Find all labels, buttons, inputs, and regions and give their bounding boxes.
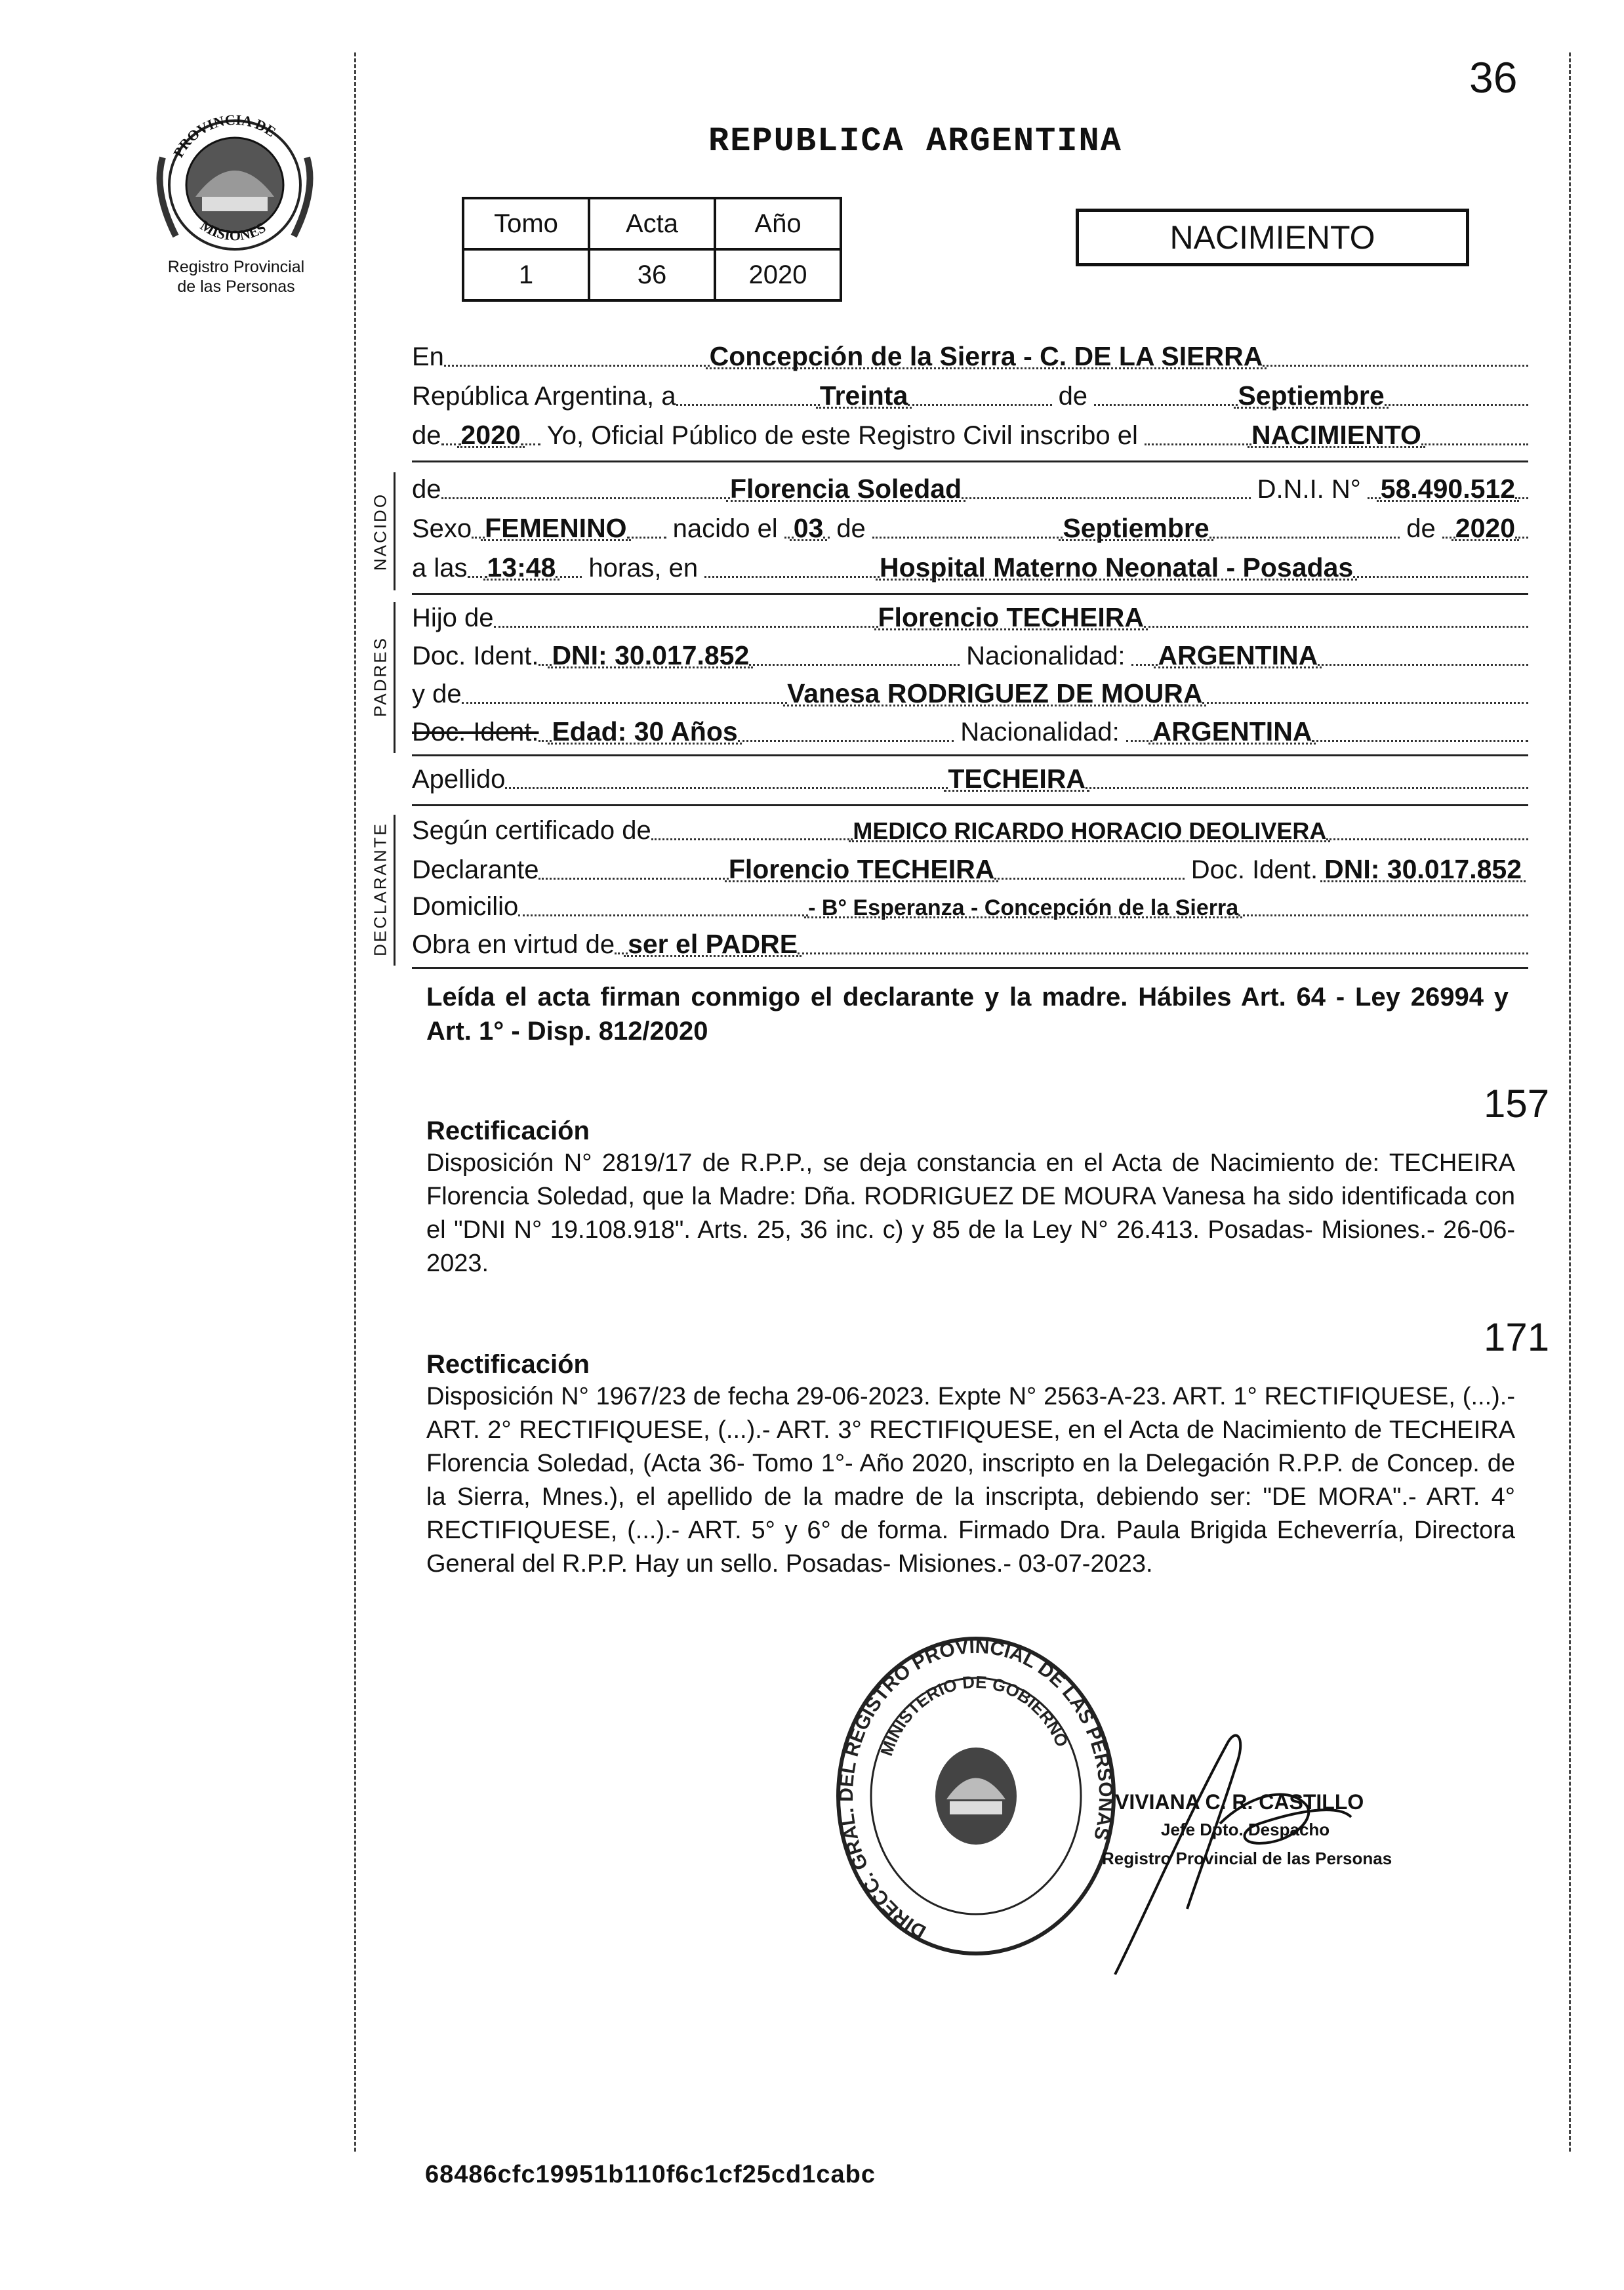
dots [908,404,1051,406]
acta-value: 36 [589,249,715,300]
nacido-row-name [412,474,1528,504]
dots [1421,443,1528,445]
dots [1209,537,1400,539]
svg-text:PROVINCIA DE: PROVINCIA DE [169,111,279,161]
dots [1312,740,1528,742]
dots [462,702,788,704]
seal-emblem-icon [935,1748,1017,1845]
official-office: Registro Provincial de las Personas [1102,1849,1392,1868]
legal-note: Leída el acta firman conmigo el declarante y la madre. Hábiles Art. 64 - Ley 26994 y Art. 1° - Disp. 812/2020 [426,983,1509,1046]
padres-row-mother [412,678,1528,709]
svg-text:DIRECC. GRAL. DEL REGISTRO PRO: DIRECC. GRAL. DEL REGISTRO PROVINCIAL DE LAS PERSONAS [835,1635,1117,1943]
dots [676,404,820,406]
apellido-row [412,764,1528,794]
acta-header: Acta [589,198,715,249]
dots [444,365,710,367]
nacido-row-sex [412,513,1528,544]
domicilio-label: Domicilio [412,892,519,921]
horas-en-label: horas, en [588,554,699,583]
declarante-row-domicilio [412,892,1528,922]
dots [784,537,794,539]
a-las-label: a las [412,554,468,583]
birth-time: 13:48 [487,552,556,583]
declarante-row-name [412,854,1528,885]
document-heading: REPUBLICA ARGENTINA [708,122,1122,161]
doc-ident-label: Doc. Ident. [412,642,539,670]
nacido-section-bar [394,472,396,590]
anio-value: 2020 [715,249,841,300]
nacido-el-label: nacido el [672,514,778,543]
dots [823,537,830,539]
official-seal [832,1632,1120,1960]
registry-caption-line-1: Registro Provincial [167,258,305,276]
padres-section-bar [394,602,396,753]
de-label: de [836,514,866,543]
document-id: 68486cfc19951b110f6c1cf25cd1cabc [425,2161,876,2188]
dots [962,497,1250,499]
dots [441,497,730,499]
left-margin-line [354,52,356,2152]
signature-and-stamp [1089,1692,1456,1981]
dots [494,626,878,628]
section-separator [412,967,1528,969]
de-label: de [412,475,441,504]
official-position: Jefe Dpto. Despacho [1161,1820,1330,1839]
rectification-body: Disposición N° 2819/17 de R.P.P., se deja constancia en el Acta de Nacimiento de: TECHEIRA Florencia Soledad, que la Madre: Dña. RODRIGUEZ DE MOURA Vanesa ha sido identificada con el "DNI N° 19.108.918". Arts. 25, 36 inc. c) y 85 de la Ley N° 26.413. Posadas- Misiones.- 26-06-2023. [426,1149,1515,1277]
intro-row-place [412,341,1528,372]
right-margin-line [1569,52,1571,2152]
domicilio-value: - B° Esperanza - Concepción de la Sierra [808,895,1239,920]
section-separator [412,754,1528,756]
birth-month: Septiembre [1063,513,1209,543]
declarante-label: Declarante [412,855,539,884]
intro-row-date [412,380,1528,411]
officer-text: Yo, Oficial Público de este Registro Civil inscribo el [546,421,1138,450]
dots [538,740,552,742]
y-de-label: y de [412,680,462,708]
dots [1515,497,1528,499]
child-dni: 58.490.512 [1380,474,1515,504]
svg-text:MISIONES: MISIONES [197,216,269,244]
declarante-section-label: DECLARANTE [370,822,390,956]
anio-header: Año [715,198,841,249]
birth-day: 03 [793,513,824,543]
mother-nationality: ARGENTINA [1152,716,1312,746]
padres-row-father-doc [412,640,1528,671]
de-label: de [1058,382,1088,411]
nacionalidad-label: Nacionalidad: [960,718,1120,746]
dots [749,664,960,666]
dots [1515,537,1528,539]
svg-text:MINISTERIO DE GOBIERNO: MINISTERIO DE GOBIERNO [876,1671,1072,1759]
certificado-label: Según certificado de [412,816,651,845]
rectification-title: Rectificación [426,1350,590,1379]
dots [615,952,628,954]
tomo-header: Tomo [463,198,589,249]
dots [798,952,1528,954]
dots [994,878,1184,880]
apellido-label: Apellido [412,765,506,794]
de-label: de [412,421,441,450]
nacido-row-time [412,552,1528,583]
dots [518,914,808,916]
dots [556,576,582,578]
dots [1238,914,1528,916]
registration-month: Septiembre [1238,380,1385,411]
dots [627,537,666,539]
father-nationality: ARGENTINA [1158,640,1318,670]
dots [1368,497,1381,499]
dots [538,878,728,880]
rectification-title: Rectificación [426,1116,590,1145]
dots [472,537,485,539]
rectification-number: 171 [1484,1315,1550,1359]
dots [521,443,540,445]
dots [1385,404,1528,406]
declarante-section-bar [394,815,396,966]
dots [1202,702,1528,704]
certificado-value: MEDICO RICARDO HORACIO DEOLIVERA [853,817,1327,844]
provincial-emblem-icon [150,105,320,256]
doc-ident-label: Doc. Ident. [1190,855,1318,884]
child-name: Florencia Soledad [729,474,962,504]
padres-row-mother-doc [412,716,1528,747]
act-kind: NACIMIENTO [1251,420,1421,450]
dots [1442,537,1455,539]
dots [1144,626,1528,628]
dots [505,787,948,789]
intro-row-year [412,420,1528,451]
child-sex: FEMENINO [485,513,627,543]
mother-age: Edad: 30 Años [552,716,738,746]
declarante-name: Florencio TECHEIRA [728,854,995,884]
dots [538,664,552,666]
dots [738,740,954,742]
hijo-de-label: Hijo de [412,603,494,632]
mother-name: Vanesa RODRIGUEZ DE MOURA [787,678,1203,708]
surname-value: TECHEIRA [948,764,1086,794]
dots [704,576,880,578]
father-name: Florencio TECHEIRA [878,602,1144,632]
padres-row-father [412,602,1528,633]
nacionalidad-label: Nacionalidad: [966,642,1126,670]
dots [1318,664,1528,666]
dots [1131,664,1158,666]
section-separator [412,593,1528,595]
section-separator [412,460,1528,462]
declarante-row-certificado [412,816,1528,846]
dots [468,576,487,578]
rectification-number: 157 [1484,1082,1550,1126]
dots [1126,740,1152,742]
birth-place: Hospital Materno Neonatal - Posadas [879,552,1354,583]
section-separator [412,804,1528,806]
doc-ident-struck-label: Doc. Ident. [412,718,539,746]
nacido-section-label: NACIDO [370,492,390,571]
obra-value: ser el PADRE [628,929,798,959]
dots [1145,443,1251,445]
dots [651,838,853,840]
declarante-row-obra [412,929,1528,960]
de-label: de [1406,514,1436,543]
registry-caption-line-2: de las Personas [177,277,295,296]
dots [441,443,461,445]
dots [872,537,1063,539]
declarante-doc: DNI: 30.017.852 [1324,854,1522,884]
dots [1086,787,1528,789]
en-label: En [412,342,444,371]
dni-label: D.N.I. N° [1257,475,1361,504]
official-name: VIVIANA C. R. CASTILLO [1115,1790,1364,1814]
dots [1094,404,1238,406]
registration-place: Concepción de la Sierra - C. DE LA SIERRA [709,341,1263,371]
father-doc: DNI: 30.017.852 [552,640,750,670]
obra-label: Obra en virtud de [412,930,615,959]
dots [1326,838,1528,840]
sexo-label: Sexo [412,514,472,543]
padres-section-label: PADRES [370,636,390,717]
page-number: 36 [1469,53,1518,102]
registration-day: Treinta [819,380,908,411]
republica-label: República Argentina, a [412,382,676,411]
birth-year: 2020 [1455,513,1515,543]
dots [1353,576,1528,578]
registry-caption [131,257,341,296]
dots [1263,365,1528,367]
registration-year: 2020 [460,420,521,450]
record-reference-table [462,197,842,302]
tomo-value: 1 [463,249,589,300]
rectification-body: Disposición N° 1967/23 de fecha 29-06-2023. Expte N° 2563-A-23. ART. 1° RECTIFIQUESE, (...).- ART. 2° RECTIFIQUESE, (...).- ART. 3° RECTIFIQUESE, en el Acta de Nacimiento de TECHEIRA Florencia Soledad, (Acta 36- Tomo 1°- Año 2020, inscripto en la Delegación R.P.P. de Concep. de la Sierra, Mnes.), el apellido de la madre de la inscripta, debiendo ser: "DE MORA".- ART. 4° RECTIFIQUESE, (...).- ART. 5° y 6° de forma. Firmado Dra. Paula Brigida Echeverría, Directora General del R.P.P. Hay un sello. Posadas- Misiones.- 03-07-2023. [426,1383,1515,1578]
record-type-box: NACIMIENTO [1076,209,1469,266]
